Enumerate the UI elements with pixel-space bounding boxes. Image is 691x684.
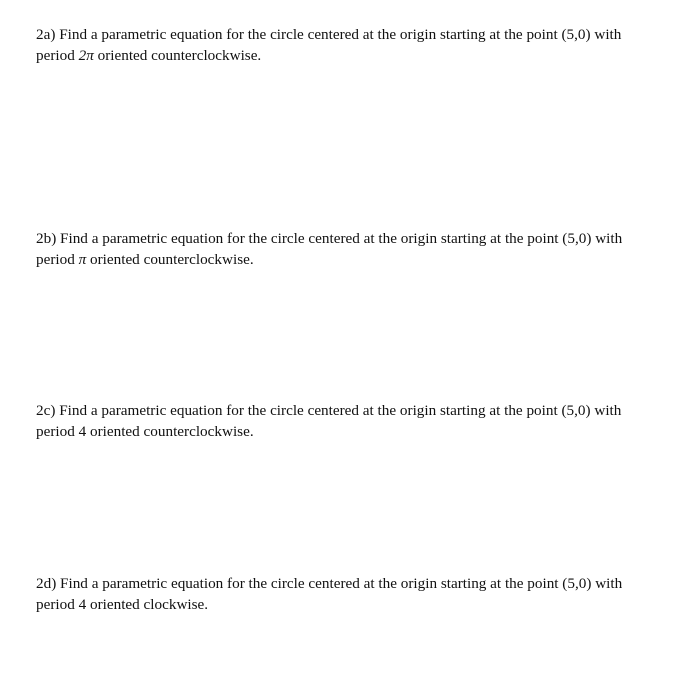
period-value: 4 [78, 423, 87, 440]
problem-2d-line-2 [36, 594, 666, 615]
problem-2a-line-1 [36, 24, 666, 45]
problem-2b-line-1 [36, 228, 666, 249]
period-prefix: period [36, 47, 79, 64]
orientation-text: oriented counterclockwise. [93, 47, 262, 64]
problem-text: Find a parametric equation for the circle centered at the origin starting at the point (5,0) with [60, 230, 623, 247]
orientation-text: oriented counterclockwise. [86, 423, 254, 440]
problem-text: Find a parametric equation for the circle centered at the origin starting at the point (5,0) with [59, 26, 622, 43]
problem-2b [36, 228, 666, 270]
problem-2b-line-2 [36, 249, 666, 270]
period-value: 4 [78, 596, 87, 613]
period-value: π [78, 251, 87, 268]
orientation-text: oriented clockwise. [86, 596, 209, 613]
problem-label: 2b) [36, 230, 57, 247]
problem-label: 2a) [36, 26, 56, 43]
problem-2d-line-1 [36, 573, 666, 594]
problem-2c-line-1 [36, 400, 666, 421]
problem-label: 2c) [36, 402, 56, 419]
problem-2c [36, 400, 666, 442]
problem-2c-line-2 [36, 421, 666, 442]
problem-text: Find a parametric equation for the circle centered at the origin starting at the point (5,0) with [59, 402, 622, 419]
period-prefix: period [36, 596, 79, 613]
problem-text: Find a parametric equation for the circle centered at the origin starting at the point (5,0) with [60, 575, 623, 592]
problem-2a-line-2 [36, 45, 666, 66]
orientation-text: oriented counterclockwise. [86, 251, 254, 268]
period-prefix: period [36, 251, 79, 268]
problem-label: 2d) [36, 575, 57, 592]
period-prefix: period [36, 423, 79, 440]
problem-2a [36, 24, 666, 66]
period-value: 2π [78, 47, 94, 64]
problem-2d [36, 573, 666, 615]
